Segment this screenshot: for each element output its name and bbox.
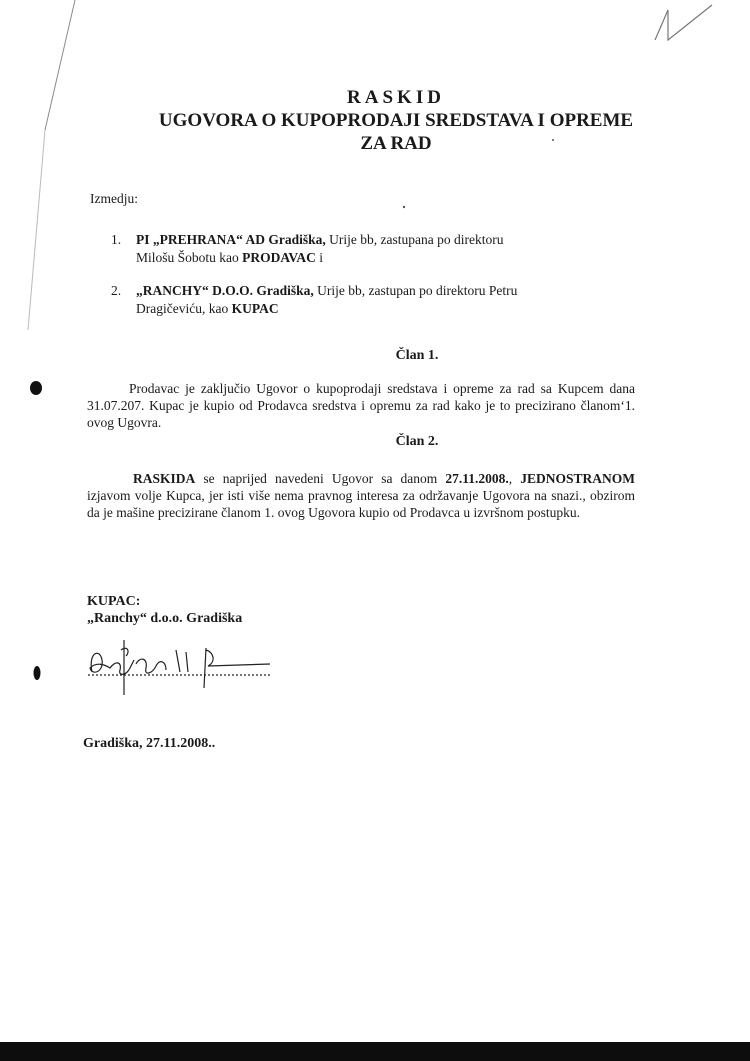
party-1-name: PI „PREHRANA“ AD Gradiška,: [136, 232, 326, 247]
clan-2-text-2: izjavom volje Kupca, jer isti više nema pravnog interesa za održavanje Ugovora na snazi., obzirom da je mašine precizirane članom 1. ovog Ugovora kupio od Prodavca u izvršnom postupku.: [87, 488, 635, 520]
scan-bottom-edge: [0, 1042, 750, 1061]
punch-hole: [30, 381, 42, 395]
signature-company: „Ranchy“ d.o.o. Gradiška: [87, 611, 243, 626]
party-2-role: KUPAC: [231, 301, 279, 316]
corner-mark: [655, 5, 712, 40]
party-2: [111, 282, 531, 318]
clan-2-jednostranom: JEDNOSTRANOM: [520, 471, 636, 486]
clan-1-heading: Član 1.: [395, 348, 439, 363]
clan-2-raskida: RASKIDA: [133, 471, 196, 486]
clan-2-text-1: se naprijed navedeni Ugovor sa danom: [195, 471, 446, 486]
speck: [403, 206, 405, 208]
title-line-2: UGOVORA O KUPOPRODAJI SREDSTAVA I OPREME: [158, 110, 634, 131]
party-1-text: Urije bb, zastupana po direktoru Milošu Šobotu kao: [136, 232, 504, 265]
handwritten-signature: [88, 640, 272, 695]
party-1-number: 1.: [111, 232, 122, 247]
clan-1-text: Prodavac je zaključio Ugovor o kupoprodaji sredstava i opreme za rad sa Kupcem dana 31.07.207. Kupac je kupio od Prodavca sredstva i opremu za rad kako je to precizirano članom‘1. ovog Ugovra.: [87, 381, 635, 430]
party-1-suffix: i: [315, 250, 324, 265]
intro-text: Izmedju:: [90, 191, 138, 206]
clan-2-paragraph: [87, 470, 635, 521]
clan-2-comma: ,: [508, 471, 513, 486]
place-and-date: Gradiška, 27.11.2008..: [83, 736, 216, 751]
party-1-role: PRODAVAC: [242, 250, 316, 265]
title-line-1: RASKID: [347, 87, 445, 108]
party-2-name: „RANCHY“ D.O.O. Gradiška,: [136, 283, 314, 298]
party-2-number: 2.: [111, 283, 122, 298]
punch-hole: [34, 666, 41, 680]
document-title: [0, 87, 750, 155]
clan-2-heading: Član 2.: [395, 434, 439, 449]
title-line-3: ZA RAD: [360, 133, 432, 154]
clan-1-paragraph: [87, 380, 635, 431]
fold-line: [28, 130, 45, 330]
party-2-text: Urije bb, zastupan po direktoru Petru Dragičeviću, kao: [136, 283, 518, 316]
signature-block: [87, 593, 242, 627]
party-1: [111, 231, 531, 267]
signature-role: KUPAC:: [87, 594, 141, 609]
clan-2-date: 27.11.2008.: [445, 471, 509, 486]
